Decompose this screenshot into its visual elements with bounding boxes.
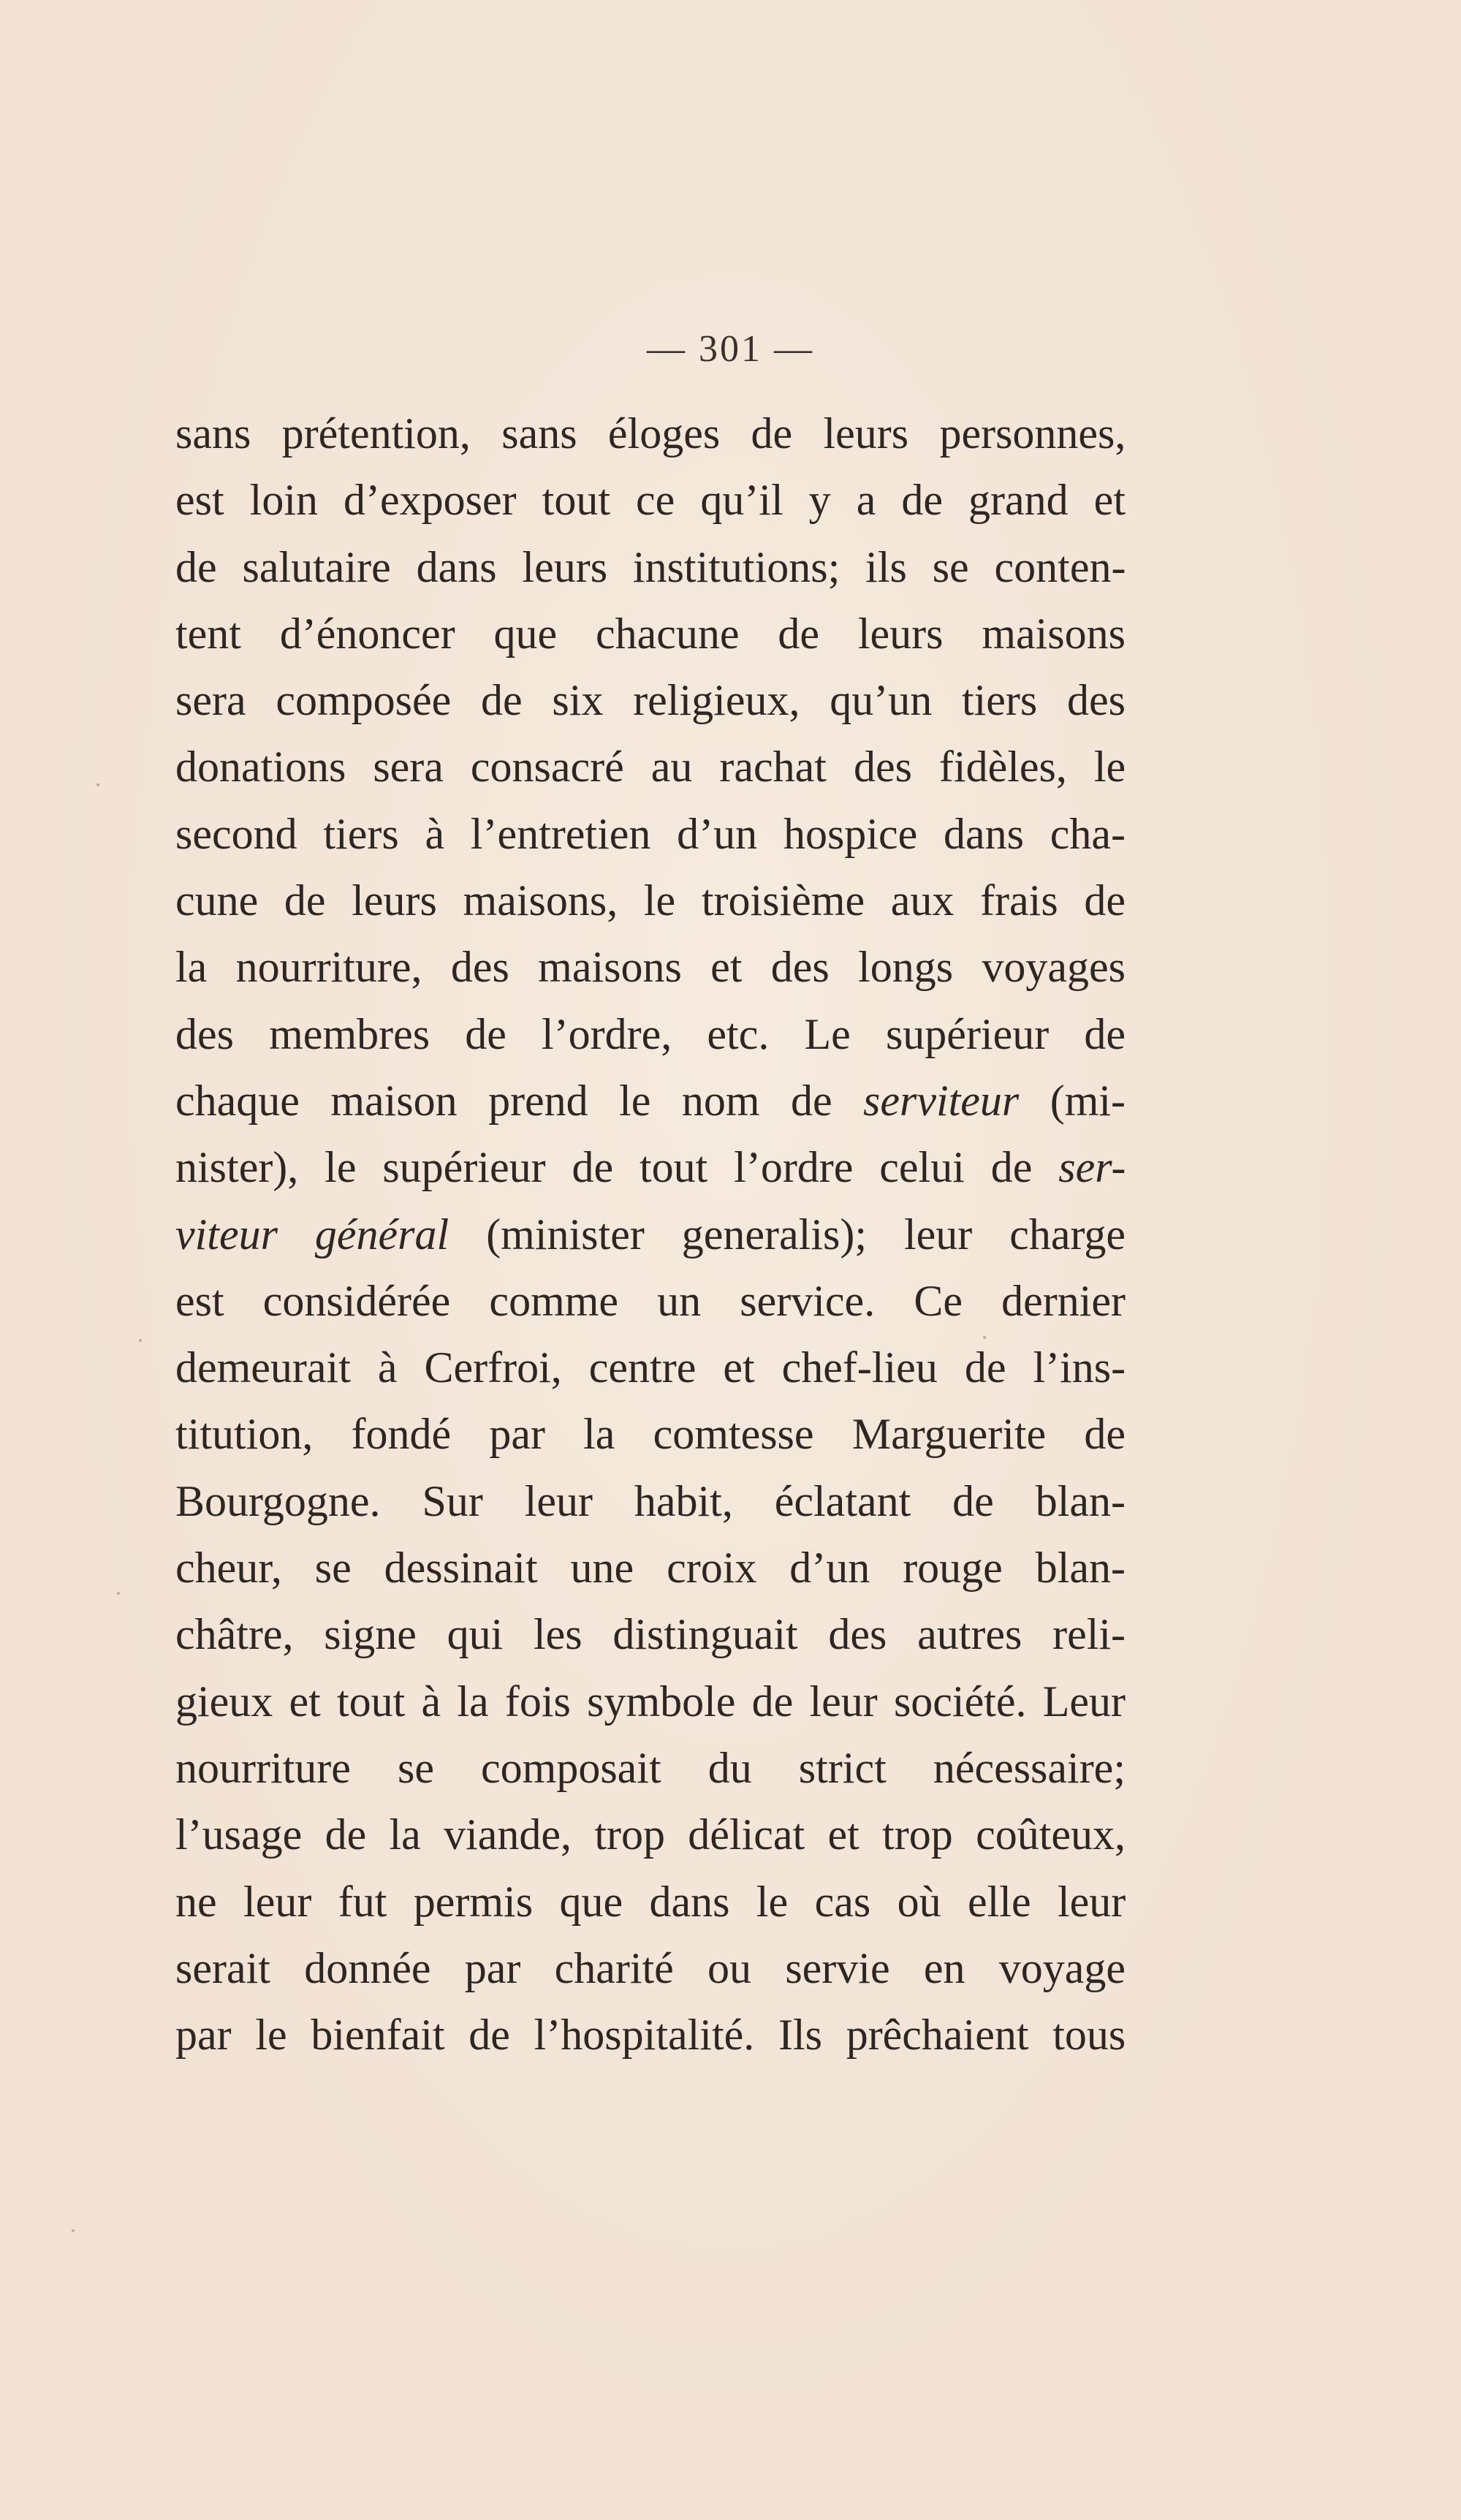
text-line (175, 2002, 1126, 2068)
text-segment: par le bienfait de l’hospitalité. Ils prêchaient tous (175, 2011, 1126, 2060)
text-line (175, 734, 1126, 800)
page-number: — 301 — (647, 328, 814, 370)
paper-speck (139, 1339, 142, 1342)
text-segment: tent d’énoncer que chacune de leurs maisons (175, 609, 1126, 658)
text-line (175, 1068, 1126, 1134)
text-segment: chaque maison prend le nom de (175, 1076, 863, 1125)
paper-speck (96, 783, 99, 786)
text-line (175, 401, 1126, 467)
text-line (175, 1669, 1126, 1735)
text-segment: est loin d’exposer tout ce qu’il y a de grand et (175, 476, 1126, 525)
text-segment: des membres de l’ordre, etc. Le supérieur de (175, 1009, 1126, 1058)
italic-text: ser- (1058, 1143, 1126, 1192)
body-text (175, 401, 1126, 2068)
text-line (175, 1735, 1126, 1802)
text-segment: châtre, signe qui les distinguait des autres reli- (175, 1610, 1126, 1659)
italic-text: viteur général (175, 1210, 449, 1259)
text-line (175, 1935, 1126, 2002)
text-segment: ne leur fut permis que dans le cas où elle leur (175, 1877, 1126, 1926)
text-line (175, 1268, 1126, 1335)
text-segment: l’usage de la viande, trop délicat et trop coûteux, (175, 1810, 1126, 1859)
text-segment: de salutaire dans leurs institutions; ils se conten- (175, 542, 1126, 591)
paper-speck (983, 1336, 986, 1339)
text-segment: second tiers à l’entretien d’un hospice dans cha- (175, 809, 1126, 858)
text-line (175, 1335, 1126, 1401)
text-segment: nourriture se composait du strict nécessaire; (175, 1743, 1126, 1792)
text-segment: sera composée de six religieux, qu’un tiers des (175, 676, 1126, 725)
text-line (175, 1802, 1126, 1868)
text-line (175, 934, 1126, 1001)
text-line (175, 1401, 1126, 1468)
text-segment: demeurait à Cerfroi, centre et chef-lieu de l’ins- (175, 1343, 1126, 1392)
text-line (175, 1535, 1126, 1601)
text-segment: donations sera consacré au rachat des fidèles, le (175, 743, 1126, 792)
text-line (175, 1601, 1126, 1668)
text-segment: titution, fondé par la comtesse Marguerite de (175, 1410, 1126, 1459)
text-line (175, 1202, 1126, 1268)
text-line (175, 601, 1126, 667)
text-line (175, 1001, 1126, 1068)
paper-speck (117, 1592, 120, 1595)
text-segment: cheur, se dessinait une croix d’un rouge blan- (175, 1544, 1126, 1593)
text-line (175, 1134, 1126, 1201)
text-line (175, 868, 1126, 934)
text-segment: serait donnée par charité ou servie en voyage (175, 1943, 1126, 1992)
text-segment: Bourgogne. Sur leur habit, éclatant de blan- (175, 1476, 1126, 1525)
text-segment: (minister generalis); leur charge (449, 1210, 1126, 1259)
text-segment: est considérée comme un service. Ce dernier (175, 1276, 1126, 1325)
text-line (175, 467, 1126, 534)
text-line (175, 1869, 1126, 1935)
italic-text: serviteur (863, 1076, 1020, 1125)
text-segment: (mi- (1019, 1076, 1126, 1125)
text-segment: cune de leurs maisons, le troisième aux frais de (175, 876, 1126, 925)
paper-speck (72, 2229, 75, 2232)
text-segment: la nourriture, des maisons et des longs voyages (175, 943, 1126, 992)
text-line (175, 801, 1126, 868)
text-line (175, 1468, 1126, 1535)
text-segment: nister), le supérieur de tout l’ordre celui de (175, 1143, 1059, 1192)
text-line (175, 534, 1126, 601)
text-segment: sans prétention, sans éloges de leurs personnes, (175, 409, 1126, 458)
text-line (175, 667, 1126, 734)
text-segment: gieux et tout à la fois symbole de leur société. Leur (175, 1677, 1126, 1726)
